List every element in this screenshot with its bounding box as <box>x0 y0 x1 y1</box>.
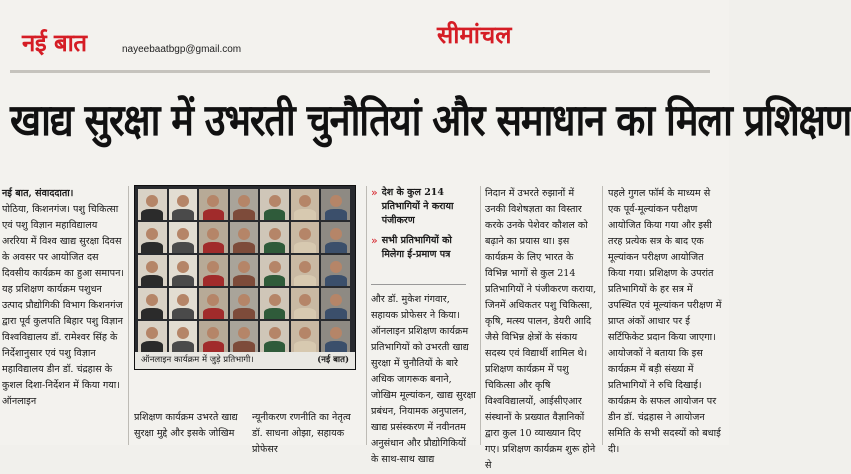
participant-face <box>146 195 158 207</box>
participant-tile <box>260 255 289 286</box>
participant-tile <box>260 222 289 253</box>
masthead <box>0 0 729 66</box>
participant-body <box>325 242 347 253</box>
participant-body <box>294 308 316 319</box>
participant-tile <box>138 288 167 319</box>
participant-body <box>172 275 194 286</box>
participant-body <box>294 341 316 352</box>
photo-credit: (नई बात) <box>317 355 349 365</box>
participant-body <box>141 242 163 253</box>
participant-face <box>238 294 250 306</box>
participant-face <box>238 327 250 339</box>
participant-body <box>141 275 163 286</box>
participant-tile <box>230 321 259 352</box>
top-rule <box>10 70 710 73</box>
participant-tile <box>169 255 198 286</box>
participant-body <box>141 209 163 220</box>
participant-face <box>207 261 219 273</box>
participant-tile <box>199 255 228 286</box>
participant-body <box>264 209 286 220</box>
participant-tile <box>169 222 198 253</box>
participant-body <box>233 242 255 253</box>
bullet-marker-icon: » <box>371 234 378 247</box>
participant-face <box>330 327 342 339</box>
participant-body <box>325 275 347 286</box>
column-divider <box>480 186 481 445</box>
headline: खाद्य सुरक्षा में उभरती चुनौतियां और समाधान का मिला प्रशिक्षण <box>10 94 851 146</box>
participant-tile <box>321 189 350 220</box>
participant-face <box>269 327 281 339</box>
participant-face <box>330 195 342 207</box>
participant-body <box>172 209 194 220</box>
participant-face <box>177 228 189 240</box>
participant-tile <box>321 255 350 286</box>
participant-face <box>146 294 158 306</box>
participant-tile <box>138 255 167 286</box>
participant-body <box>325 341 347 352</box>
article-column-3: और डॉ. मुकेश गंगवार, सहायक प्रोफेसर ने किया। ऑनलाइन प्रशिक्षण कार्यक्रम प्रतिभागियों को उभरती खाद्य सुरक्षा में चुनौतियों के बारे अधिक जागरूक बनाने, जोखिम मूल्यांकन, खाद्य सुरक्षा प्रबंधन, नियामक अनुपालन, खाद्य प्रसंस्करण में नवीनतम अनुसंधान और प्रौद्योगिकियों के साथ-साथ खाद्य <box>371 294 476 465</box>
highlight-text: सभी प्रतिभागियों को मिलेगा ई-प्रमाण पत्र <box>381 235 452 260</box>
participant-face <box>269 195 281 207</box>
participant-tile <box>138 321 167 352</box>
article-column-4: निदान में उभरते रुझानों में उनकी विशेषज्ञता का विस्तार करके उनके पेशेवर कौशल को बढ़ाने का प्रयास था। इस कार्यक्रम के लिए भारत के विभिन्न भागों से कुल 214 प्रतिभागियों ने पंजीकरण कराया, जिनमें अधिकतर पशु चिकित्सा, कृषि, मत्स्य पालन, डेयरी आदि जैसे विभिन्न क्षेत्रों के संकाय सदस्य एवं विद्यार्थी शामिल थे। प्रशिक्षण कार्यक्रम में पशु चिकित्सा और कृषि विश्वविद्यालयों, आईसीएआर संस्थानों के प्रख्यात वैज्ञानिकों द्वारा कुल 10 व्याख्यान दिए गए। प्रशिक्षण कार्यक्रम शुरू होने से <box>485 188 597 471</box>
participant-face <box>238 228 250 240</box>
participant-tile <box>291 321 320 352</box>
participant-face <box>177 261 189 273</box>
participant-body <box>172 242 194 253</box>
participant-body <box>203 209 225 220</box>
highlight-item <box>371 234 466 262</box>
participant-face <box>238 195 250 207</box>
participant-face <box>207 294 219 306</box>
participant-face <box>299 195 311 207</box>
participant-face <box>269 261 281 273</box>
participant-body <box>294 209 316 220</box>
participant-tile <box>138 189 167 220</box>
article-column-5: पहले गुगल फॉर्म के माध्यम से एक पूर्व-मूल्यांकन परीक्षण आयोजित किया गया और इसी तरह प्रत्येक सत्र के बाद एक मूल्यांकन परीक्षण आयोजित किया गया। प्रशिक्षण के उपरांत प्रतिभागियों के हर सत्र में उपस्थित एवं मूल्यांकन परीक्षण में प्राप्त अंकों आधार पर ई सर्टिफिकेट प्रदान किया जाएगा। आयोजकों ने बताया कि इस कार्यक्रम में बड़ी संख्या में प्रतिभागियों ने रुचि दिखाई। कार्यक्रम के सफल आयोजन पर डीन डॉ. चंद्रहास ने आयोजन समिति के सभी सदस्यों को बधाई दी। <box>608 188 722 455</box>
participant-face <box>146 261 158 273</box>
participant-body <box>325 308 347 319</box>
section-title: सीमांचल <box>437 20 512 49</box>
participant-tile <box>291 222 320 253</box>
participant-face <box>269 294 281 306</box>
highlight-item <box>371 186 466 228</box>
participant-face <box>299 327 311 339</box>
participant-face <box>177 327 189 339</box>
participant-body <box>203 242 225 253</box>
participant-face <box>299 294 311 306</box>
article-column-2-bottom: प्रशिक्षण कार्यक्रम उभरते खाद्य सुरक्षा मुद्दे और इसके जोखिम <box>134 412 238 439</box>
participant-face <box>177 294 189 306</box>
newspaper-brand: नई बात <box>22 28 87 57</box>
participant-tile <box>199 321 228 352</box>
participant-body <box>264 242 286 253</box>
participant-body <box>264 275 286 286</box>
participant-tile <box>291 288 320 319</box>
participant-body <box>172 341 194 352</box>
column-divider <box>602 186 603 445</box>
highlight-rule <box>371 284 466 285</box>
participant-face <box>177 195 189 207</box>
participant-tile <box>321 222 350 253</box>
participant-tile <box>321 321 350 352</box>
participant-face <box>207 327 219 339</box>
participant-body <box>203 308 225 319</box>
participant-face <box>330 228 342 240</box>
participant-tile <box>321 288 350 319</box>
participant-body <box>203 341 225 352</box>
participant-tile <box>230 288 259 319</box>
highlight-text: देश के कुल 214 प्रतिभागियों ने कराया पंजीकरण <box>381 187 454 226</box>
participant-face <box>146 327 158 339</box>
participant-body <box>203 275 225 286</box>
participant-tile <box>199 189 228 220</box>
participant-face <box>330 294 342 306</box>
participant-face <box>207 195 219 207</box>
participant-body <box>325 209 347 220</box>
participant-tile <box>169 321 198 352</box>
participant-body <box>294 275 316 286</box>
participant-face <box>330 261 342 273</box>
participant-face <box>269 228 281 240</box>
participant-body <box>264 308 286 319</box>
participant-tile <box>291 189 320 220</box>
column-divider <box>366 186 367 445</box>
column-divider <box>128 186 129 445</box>
participant-tile <box>291 255 320 286</box>
highlight-box <box>371 186 466 282</box>
article-column-3-bottom: न्यूनीकरण रणनीति का नेतृत्व डॉ. साधना ओझा, सहायक प्रोफेसर <box>252 412 351 455</box>
participant-tile <box>230 222 259 253</box>
participant-tile <box>260 189 289 220</box>
participant-face <box>299 228 311 240</box>
participant-body <box>233 275 255 286</box>
participant-face <box>238 261 250 273</box>
participant-body <box>141 341 163 352</box>
participant-tile <box>230 255 259 286</box>
participant-body <box>141 308 163 319</box>
participant-body <box>294 242 316 253</box>
photo-caption-strip <box>135 352 355 369</box>
participant-tile <box>199 288 228 319</box>
participant-tile <box>230 189 259 220</box>
contact-email: nayeebaatbgp@gmail.com <box>122 44 242 55</box>
participant-tile <box>138 222 167 253</box>
participant-tile <box>169 288 198 319</box>
byline: नई बात, संवाददाता। <box>2 188 74 199</box>
photo-caption: ऑनलाइन कार्यक्रम में जुड़े प्रतिभागी। <box>141 355 254 365</box>
bullet-marker-icon: » <box>371 186 378 199</box>
participant-grid <box>138 189 350 352</box>
participant-tile <box>169 189 198 220</box>
article-column-1: पोठिया, किशनगंज। पशु चिकित्सा एवं पशु विज्ञान महाविद्यालय अररिया में विश्व खाद्य सुरक्षा दिवस के अवसर पर आयोजित दस दिवसीय कार्यक्रम का हुआ समापन। यह प्रशिक्षण कार्यक्रम पशुधन उत्पाद प्रौद्योगिकी विभाग किशनगंज द्वारा पूर्व कुलपति बिहार पशु विज्ञान विश्वविद्यालय डॉ. रामेश्वर सिंह के निर्देशानुसार एवं पशु विज्ञान महाविद्यालय डीन डॉ. चंद्रहास के कुशल दिशा-निर्देशन में किया गया। ऑनलाइन <box>2 204 125 407</box>
participant-tile <box>260 321 289 352</box>
video-conference-photo <box>134 185 356 370</box>
participant-face <box>207 228 219 240</box>
participant-body <box>172 308 194 319</box>
participant-body <box>264 341 286 352</box>
participant-tile <box>260 288 289 319</box>
participant-face <box>146 228 158 240</box>
participant-body <box>233 341 255 352</box>
participant-tile <box>199 222 228 253</box>
participant-body <box>233 308 255 319</box>
participant-body <box>233 209 255 220</box>
participant-face <box>299 261 311 273</box>
